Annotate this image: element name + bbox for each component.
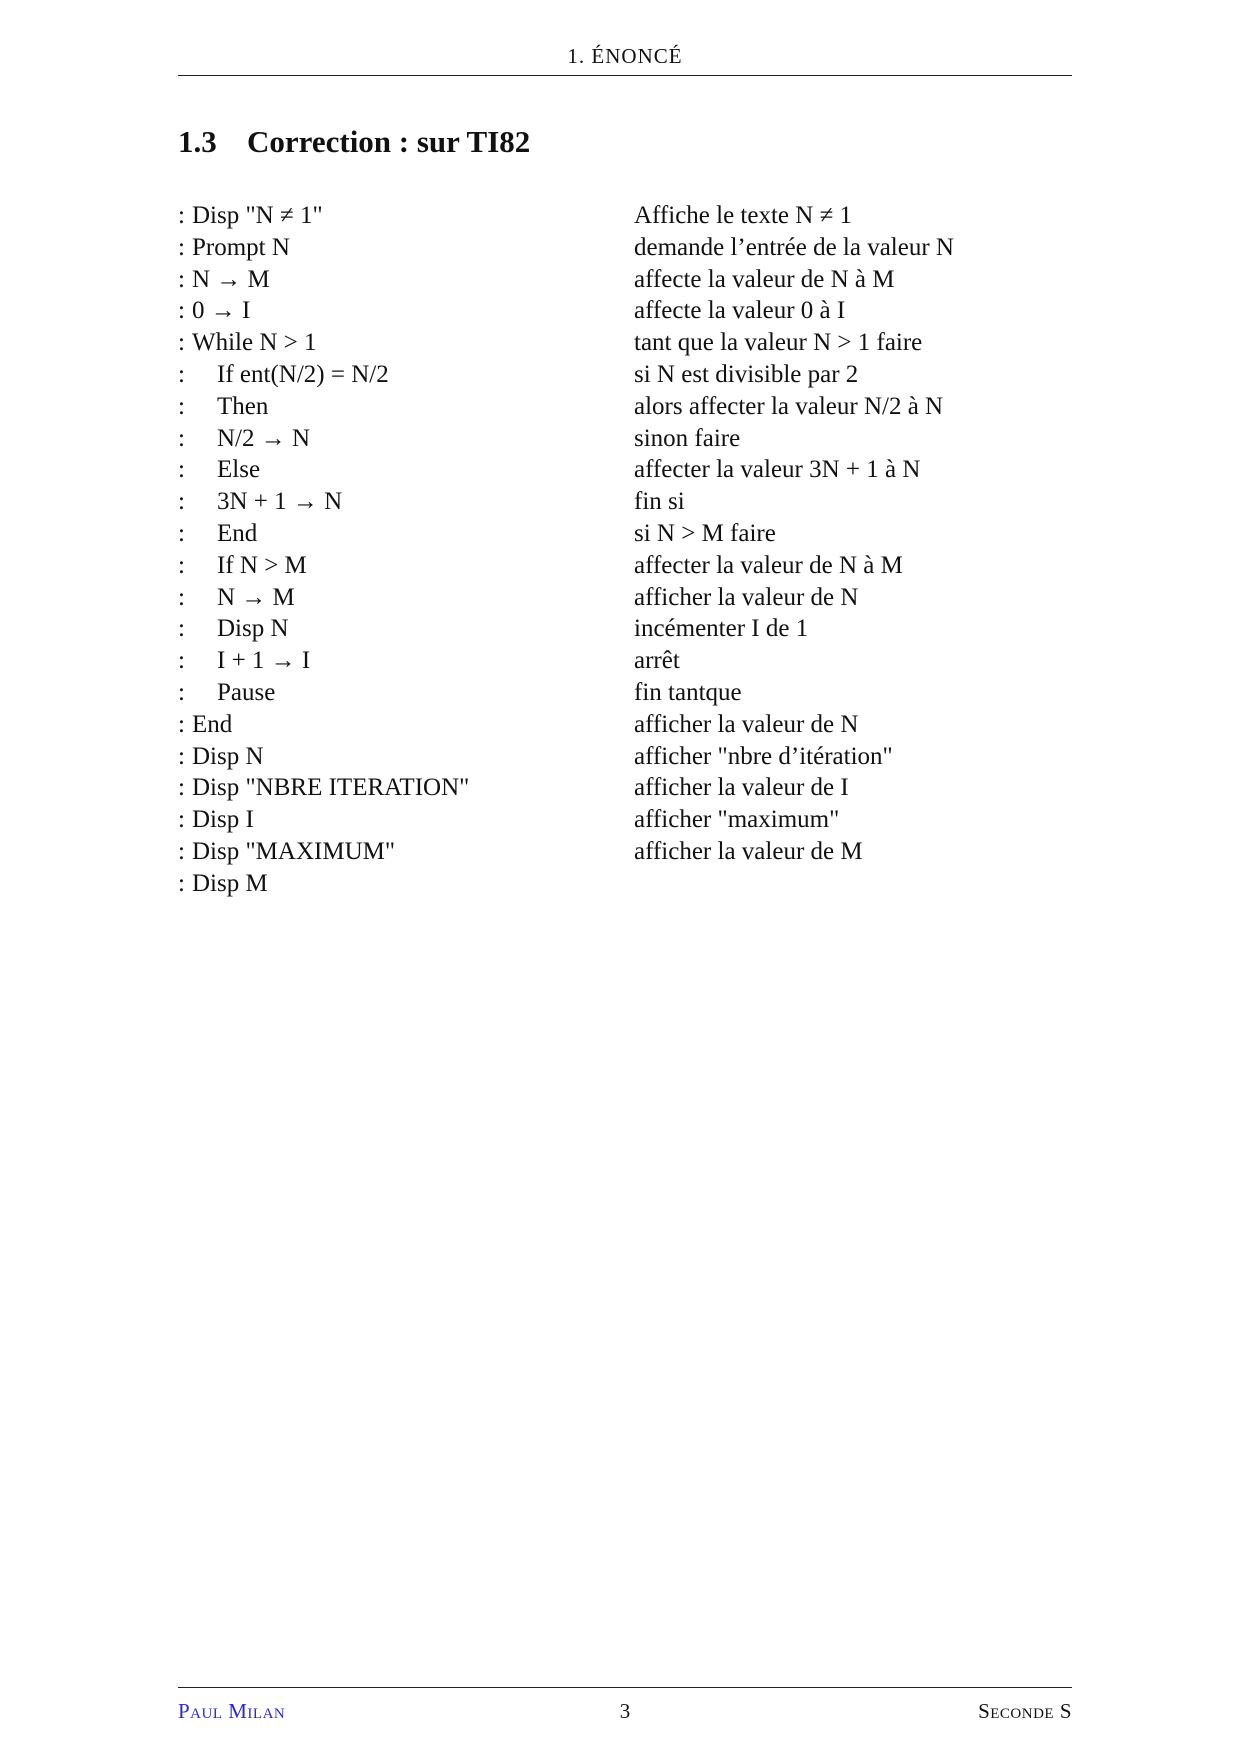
page-number: 3 [619,1699,631,1723]
line-colon: : [178,297,185,325]
code-line [178,518,618,550]
code-text: Then [217,392,269,420]
code-text: Disp N [217,615,289,643]
line-colon: : [178,806,185,834]
code-text: Prompt N [192,233,290,261]
code-line [178,486,618,518]
code-text: Disp "MAXIMUM" [192,837,396,865]
comment-line: affecte la valeur de N à M [634,265,895,293]
code-text: Disp "NBRE ITERATION" [192,774,470,802]
comment-line: alors affecter la valeur N/2 à N [634,392,944,420]
line-colon: : [178,583,185,611]
section-title: Correction : sur TI82 [247,124,531,159]
line-colon: : [178,456,185,484]
section-heading [178,124,530,160]
code-line [178,327,618,359]
comment-line: affecter la valeur 3N + 1 à N [634,456,921,484]
comment-line: afficher "maximum" [634,806,840,834]
code-text: Disp M [192,869,268,897]
comment-line: fin si [634,488,685,516]
comment-line: tant que la valeur N > 1 faire [634,329,923,357]
code-text: If ent(N/2) = N/2 [217,360,389,388]
code-text: N → M [217,583,295,611]
line-colon: : [178,551,185,579]
code-line [178,391,618,423]
code-text: N/2 → N [217,424,311,452]
line-colon: : [178,615,185,643]
line-colon: : [178,329,185,357]
code-line [178,772,618,804]
comment-line: arrêt [634,647,680,675]
header-rule [178,75,1072,76]
comment-line: Affiche le texte N ≠ 1 [634,202,853,229]
line-colon: : [178,360,185,388]
code-line [178,677,618,709]
comment-line: afficher la valeur de M [634,837,863,865]
code-line [178,709,618,741]
code-line [178,423,618,455]
code-text: While N > 1 [192,329,317,357]
code-text: End [217,519,258,547]
code-text: End [192,710,233,738]
code-line [178,582,618,614]
comment-line: sinon faire [634,424,741,452]
code-text: N → M [192,265,270,293]
program-comment-column [634,200,1074,868]
code-line [178,804,618,836]
code-line [178,264,618,296]
section-number: 1.3 [178,124,217,159]
line-colon: : [178,678,185,706]
code-text: Pause [217,678,276,706]
line-colon: : [178,837,185,865]
line-colon: : [178,519,185,547]
line-colon: : [178,233,185,261]
line-colon: : [178,710,185,738]
comment-line: afficher la valeur de N [634,710,859,738]
comment-line: afficher "nbre d’itération" [634,742,893,770]
code-line [178,645,618,677]
comment-line: affecter la valeur de N à M [634,551,903,579]
code-line [178,836,618,868]
comment-line: si N est divisible par 2 [634,360,859,388]
running-header: 1. ÉNONCÉ [567,44,683,68]
comment-line: afficher la valeur de I [634,774,849,802]
comment-line: fin tantque [634,678,742,706]
code-text: 3N + 1 → N [217,488,343,516]
code-line [178,295,618,327]
program-code-column [178,200,618,900]
footer-author: Paul Milan [178,1699,286,1723]
code-text: Disp I [192,806,254,834]
line-colon: : [178,202,185,229]
line-colon: : [178,742,185,770]
comment-line: demande l’entrée de la valeur N [634,233,954,261]
comment-line: incémenter I de 1 [634,615,809,643]
code-line [178,454,618,486]
code-text: Disp N [192,742,264,770]
line-colon: : [178,869,185,897]
code-text: 0 → I [192,297,251,325]
footer-rule [178,1687,1072,1688]
code-text: If N > M [217,551,307,579]
line-colon: : [178,774,185,802]
line-colon: : [178,424,185,452]
comment-line: affecte la valeur 0 à I [634,297,846,325]
code-line [178,232,618,264]
code-line [178,868,618,900]
line-colon: : [178,265,185,293]
line-colon: : [178,647,185,675]
line-colon: : [178,392,185,420]
code-line [178,359,618,391]
comment-line: si N > M faire [634,519,776,547]
code-line [178,550,618,582]
code-line [178,613,618,645]
comment-line: afficher la valeur de N [634,583,859,611]
code-line [178,741,618,773]
code-text: Else [217,456,261,484]
code-text: I + 1 → I [217,647,311,675]
line-colon: : [178,488,185,516]
footer-class: Seconde S [978,1699,1072,1723]
code-text: Disp "N ≠ 1" [192,202,323,229]
code-line [178,200,618,232]
